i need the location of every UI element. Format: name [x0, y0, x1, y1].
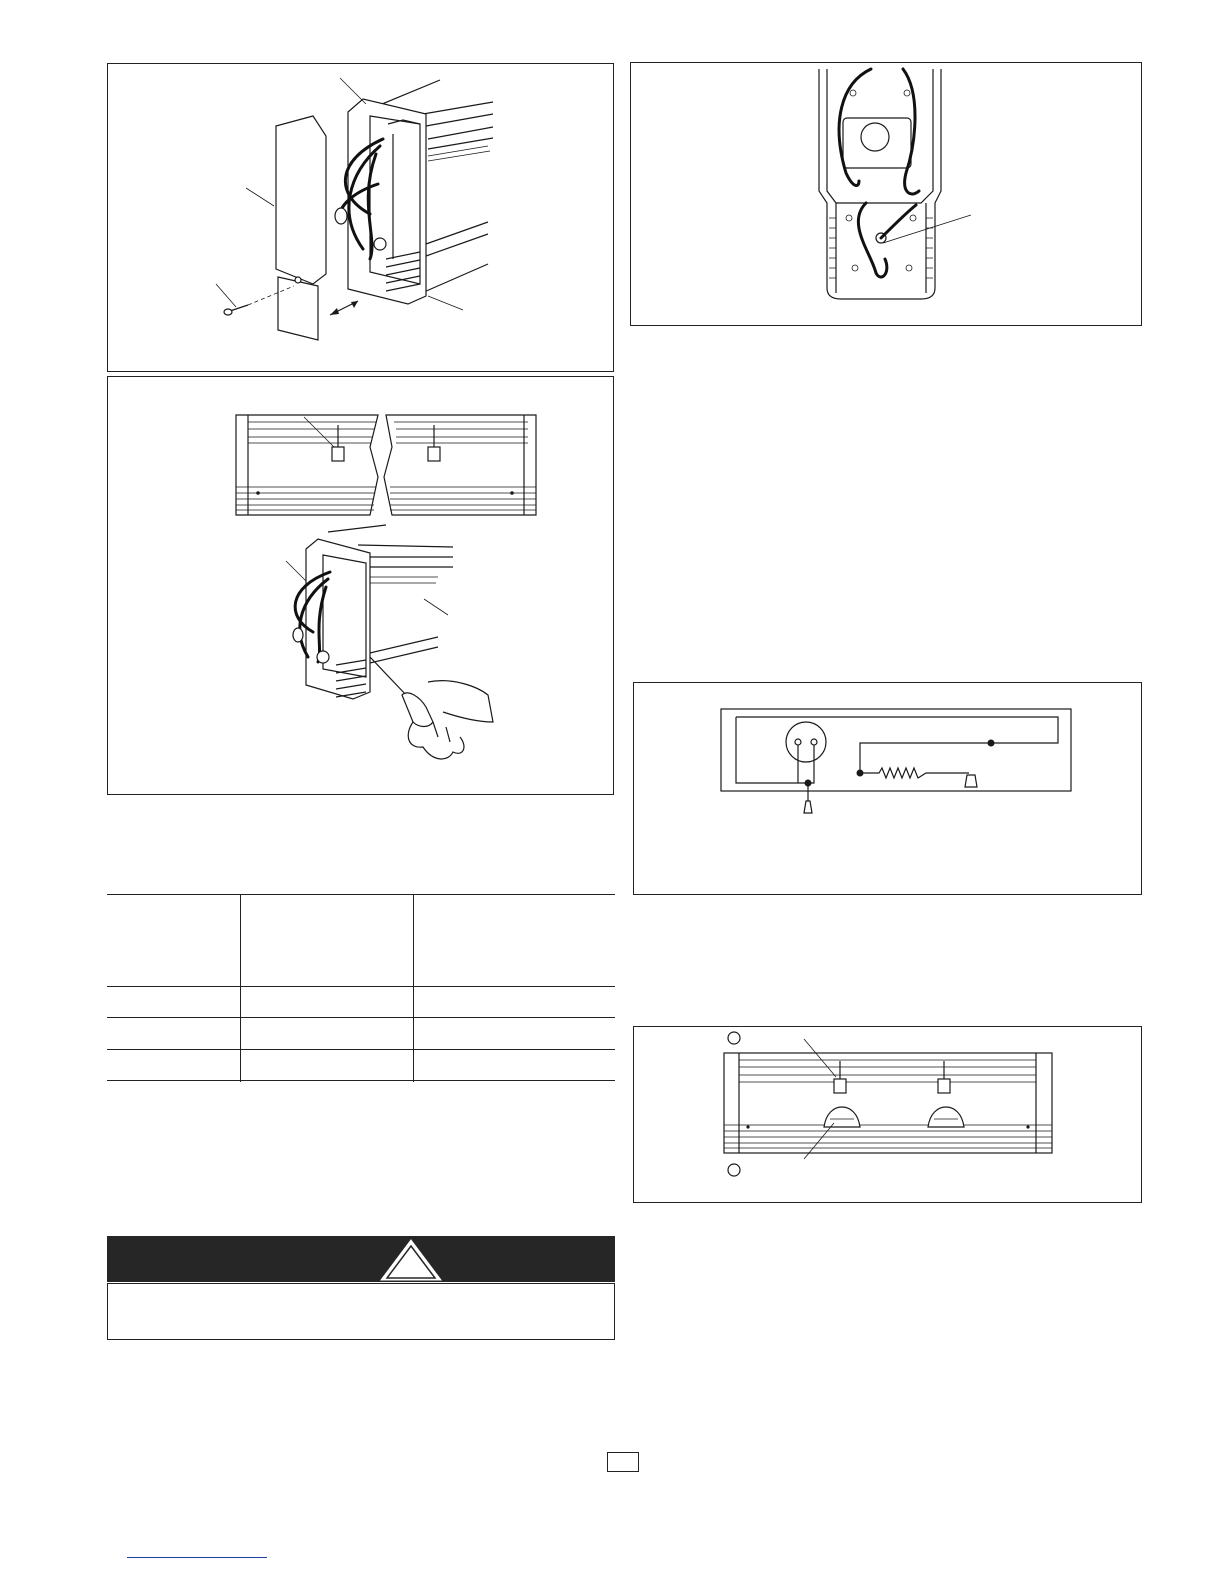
figure-element-screw-removal	[107, 376, 614, 795]
specification-table	[107, 894, 615, 1082]
warning-triangle-icon	[107, 1236, 615, 1282]
element-screw-illustration	[108, 377, 615, 796]
figure-end-cover-removal	[107, 63, 614, 372]
footer-link[interactable]	[127, 1557, 267, 1558]
table-top-rule	[107, 894, 615, 895]
table-row-divider	[107, 986, 615, 987]
figure-junction-box-wiring	[630, 62, 1142, 326]
warning-body	[107, 1283, 615, 1340]
table-row-divider	[107, 1017, 615, 1018]
table-column-divider	[240, 894, 241, 1082]
table-bottom-rule	[107, 1080, 615, 1081]
table-column-divider	[413, 894, 414, 1082]
junction-box-illustration	[631, 63, 1143, 327]
wiring-schematic-drawing	[634, 683, 1143, 896]
end-cover-illustration	[108, 64, 615, 373]
table-row-divider	[107, 1049, 615, 1050]
page-number-box	[607, 1452, 639, 1472]
fin-alignment-drawing	[634, 1027, 1143, 1204]
figure-fin-alignment	[633, 1026, 1142, 1203]
figure-wiring-schematic	[633, 682, 1142, 895]
warning-header	[107, 1236, 615, 1282]
